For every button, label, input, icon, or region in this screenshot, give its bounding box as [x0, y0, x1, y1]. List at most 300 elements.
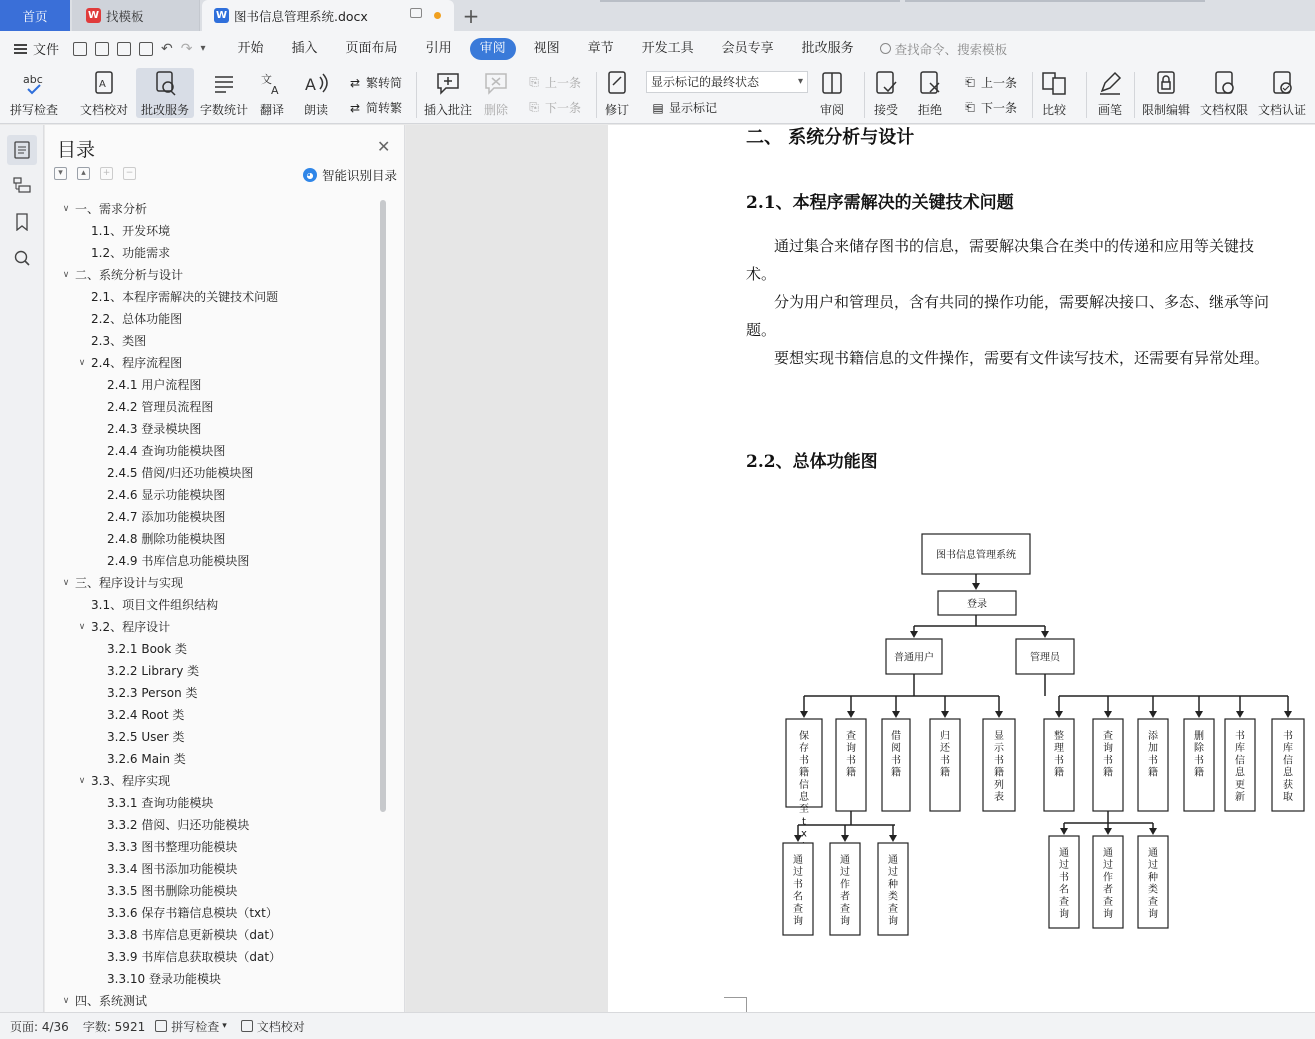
spellcheck-status[interactable]	[155, 1018, 227, 1035]
toc-item-label: 2.4.7 添加功能模块图	[107, 510, 226, 524]
toc-item[interactable]	[107, 793, 213, 813]
next-change-button[interactable]	[962, 99, 1017, 116]
status-bar	[0, 1012, 1315, 1039]
toc-item[interactable]	[107, 463, 253, 483]
arrow-head	[941, 711, 949, 718]
toc-item-label: 2.4.3 登录模块图	[107, 422, 202, 436]
diagram-node-label: 通	[1059, 848, 1069, 859]
diagram-node-label: 获	[1283, 779, 1293, 791]
search-icon	[14, 250, 30, 266]
chevron-down-icon[interactable]: ∨	[62, 270, 70, 280]
toc-item[interactable]	[91, 221, 170, 241]
heading-2-2: 2.2、总体功能图	[746, 452, 878, 472]
toc-item[interactable]	[75, 353, 182, 373]
diagram-node-label: 作	[840, 879, 850, 891]
diagram-node-label: 类	[888, 891, 898, 903]
translate-label: 翻译	[259, 103, 284, 117]
pen-icon	[1096, 68, 1124, 98]
collapse-all-icon[interactable]: ▴	[77, 167, 90, 180]
diagram-node-label: 阅	[891, 743, 901, 755]
diagram-node-label: 示	[994, 743, 1004, 755]
toc-item-label: 3.2.2 Library 类	[107, 664, 200, 678]
toc-item-label: 3.3.6 保存书籍信息模块（txt）	[107, 906, 278, 920]
doc-auth-button[interactable]	[1258, 68, 1306, 118]
arrow-head	[1284, 711, 1292, 718]
diagram-node-label: 库	[1235, 743, 1245, 755]
diagram-node-label: 名	[793, 891, 803, 903]
toc-item-label: 3.1、项目文件组织结构	[91, 598, 219, 612]
toc-item[interactable]	[107, 881, 237, 901]
diagram-node-label: 书	[793, 879, 803, 891]
find-button[interactable]	[7, 243, 37, 273]
trad-to-simp-button[interactable]	[347, 74, 402, 91]
diagram-node-label: 询	[1148, 909, 1158, 920]
toc-item[interactable]	[91, 331, 146, 351]
doc-check-button[interactable]	[80, 68, 128, 118]
diagram-node-label: 过	[1148, 860, 1158, 872]
doc-check-label: 文档校对	[80, 103, 129, 117]
arrow-head	[847, 711, 855, 718]
diagram-node-label: 籍	[891, 767, 901, 779]
prev-comment-button[interactable]	[526, 74, 581, 91]
word-count-indicator[interactable]: 字数: 5921	[82, 1019, 146, 1034]
toc-item-label: 2.4.8 删除功能模块图	[107, 532, 226, 546]
toc-item[interactable]	[107, 947, 281, 967]
arrow-head	[892, 711, 900, 718]
read-aloud-label: 朗读	[303, 103, 328, 117]
chevron-down-icon: ▾	[222, 1021, 227, 1031]
doc-permission-icon	[1210, 68, 1238, 98]
read-aloud-icon	[302, 68, 330, 98]
menu-tab[interactable]: 插入	[291, 40, 318, 56]
diagram-node-label: 书	[1103, 755, 1113, 767]
page-corner-mark	[724, 997, 746, 998]
diagram-node-label: 信	[1283, 755, 1293, 767]
menu-tab[interactable]: 会员专享	[721, 40, 774, 56]
next-change-icon: ⎗	[965, 100, 975, 114]
chevron-down-icon[interactable]: ∨	[62, 996, 70, 1006]
diagram-node-label: 普通用户	[894, 652, 934, 664]
toc-item-label: 1.2、功能需求	[91, 246, 171, 260]
arrow-head	[1104, 711, 1112, 718]
diagram-node-label: 新	[1235, 792, 1245, 803]
translate-button[interactable]	[258, 68, 286, 118]
toc-item[interactable]	[75, 771, 170, 791]
toc-item-label: 3.3.10 登录功能模块	[107, 972, 221, 986]
paragraph: 要想实现书籍信息的文件操作，需要有文件读写技术，还需要有异常处理。	[774, 349, 1270, 367]
menu-tab[interactable]: 开发工具	[641, 40, 694, 56]
ribbon-divider	[1134, 72, 1135, 118]
menu-tab[interactable]: 开始	[237, 40, 264, 56]
doc-check-status-icon	[241, 1020, 253, 1032]
toc-item[interactable]	[107, 705, 184, 725]
diagram-node-label: 过	[1103, 860, 1113, 872]
search-icon	[880, 43, 891, 54]
page-corner-mark	[746, 997, 747, 1012]
diagram-node-label: 籍	[940, 767, 950, 779]
redo-icon[interactable]: ↷	[180, 40, 193, 57]
diagram-node-label: 询	[840, 916, 850, 927]
spellcheck-label: 拼写检查	[10, 103, 59, 117]
print-preview-icon[interactable]	[139, 42, 153, 56]
toc-item[interactable]	[107, 969, 221, 989]
accept-label: 接受	[873, 103, 898, 117]
arrow-head	[1104, 828, 1112, 835]
diagram-node-label: 过	[793, 867, 803, 879]
menu-tab[interactable]: 章节	[587, 40, 614, 56]
toc-toolbar	[54, 167, 136, 180]
doc-check-status-label: 文档校对	[256, 1019, 305, 1034]
diagram-node-label: 查	[1103, 731, 1113, 742]
diagram-node-label: 籍	[1054, 767, 1064, 779]
menu-tab[interactable]: 视图	[533, 40, 560, 56]
diagram-node-label: 借	[891, 731, 901, 742]
diagram-node-label: 籍	[1194, 767, 1204, 779]
menu-tab[interactable]: 批改服务	[801, 40, 854, 56]
toc-item-label: 3.3.5 图书删除功能模块	[107, 884, 238, 898]
toc-item[interactable]	[75, 617, 170, 637]
trad-to-simp-icon: ⇄	[349, 75, 361, 90]
toc-item-label: 三、程序设计与实现	[75, 576, 184, 590]
arrow-head	[800, 711, 808, 718]
tab-document-label: 图书信息管理系统.docx	[234, 8, 368, 24]
diagram-node-label: 书	[1235, 731, 1245, 742]
diagram-node-label: 种	[888, 879, 898, 891]
diagram-node-label: 籍	[1148, 767, 1158, 779]
svg-text:A: A	[305, 75, 316, 94]
arrow-head	[1041, 631, 1049, 638]
doc-permission-label: 文档权限	[1200, 103, 1249, 117]
ribbon	[0, 66, 1315, 124]
toc-item-label: 四、系统测试	[75, 994, 148, 1008]
svg-text:A: A	[99, 79, 106, 90]
diagram-node-label: 管理员	[1030, 652, 1060, 664]
review-button[interactable]	[818, 68, 846, 118]
toc-item[interactable]	[91, 243, 170, 263]
doc-check-status[interactable]	[241, 1018, 305, 1035]
toc-item[interactable]	[107, 419, 201, 439]
toc-item[interactable]	[107, 639, 187, 659]
diagram-node-label: 书	[799, 755, 809, 767]
expand-all-icon[interactable]: ▾	[54, 167, 67, 180]
diagram-node-label: 名	[1059, 884, 1069, 896]
toc-item[interactable]	[107, 397, 213, 417]
toc-item-label: 2.3、类图	[91, 334, 147, 348]
prev-change-button[interactable]	[962, 74, 1017, 91]
command-search[interactable]	[880, 40, 1008, 58]
doc-auth-label: 文档认证	[1258, 103, 1307, 117]
diagram-node-label: 询	[846, 743, 856, 755]
comment-plus-icon	[434, 68, 462, 98]
word-doc-icon: W	[215, 10, 228, 21]
toc-item-label: 2.4、程序流程图	[91, 356, 183, 370]
revise-button[interactable]	[603, 68, 631, 118]
diagram-node-label: 表	[994, 792, 1004, 803]
monitor-icon[interactable]	[410, 8, 422, 18]
diagram-node-label: 保	[799, 731, 809, 742]
ribbon-divider	[416, 72, 417, 118]
section-heading: 二、 系统分析与设计	[746, 127, 915, 148]
arrow-head	[889, 835, 897, 842]
word-count-button[interactable]	[200, 68, 248, 118]
toc-item[interactable]	[59, 991, 147, 1009]
accept-button[interactable]	[872, 68, 900, 118]
toc-item[interactable]	[59, 199, 147, 219]
toc-item-label: 3.3.3 图书整理功能模块	[107, 840, 238, 854]
diagram-node-label: 息	[1283, 767, 1293, 779]
diagram-node-label: 理	[1054, 743, 1064, 755]
delete-comment-button[interactable]	[482, 68, 510, 118]
spellcheck-button[interactable]	[10, 68, 58, 118]
paragraph: 通过集合来储存图书的信息，需要解决集合在类中的传递和应用等关键技	[774, 237, 1255, 255]
restrict-edit-label: 限制编辑	[1142, 103, 1191, 117]
checkbox-icon	[155, 1020, 167, 1032]
toc-item-label: 3.2.3 Person 类	[107, 686, 198, 700]
diagram-node-label: 过	[840, 867, 850, 879]
diagram-node-label: 书	[891, 755, 901, 767]
left-nav-strip	[0, 125, 44, 1012]
toc-item-label: 3.3.8 书库信息更新模块（dat）	[107, 928, 282, 942]
show-markup-label: 显示标记	[669, 101, 718, 115]
diagram-node-label: 信	[799, 779, 809, 791]
diagram-node-label: 查	[793, 903, 803, 915]
doc-check-icon	[90, 68, 118, 98]
diagram-node-label: 询	[1059, 909, 1069, 920]
toc-item-label: 3.2、程序设计	[91, 620, 171, 634]
toc-item-label: 3.3.4 图书添加功能模块	[107, 862, 238, 876]
diagram-node-label: 书	[846, 755, 856, 767]
svg-text:文: 文	[261, 73, 272, 86]
review-pane-icon	[818, 68, 846, 98]
toc-item-label: 2.4.6 显示功能模块图	[107, 488, 226, 502]
menu-tab-active[interactable]: 审阅	[470, 38, 516, 60]
toc-item-label: 2.4.1 用户流程图	[107, 378, 202, 392]
export-pdf-icon[interactable]	[95, 42, 109, 56]
svg-text:abc: abc	[23, 73, 43, 86]
toc-item[interactable]	[107, 441, 225, 461]
reject-icon	[916, 68, 944, 98]
toc-item-label: 1.1、开发环境	[91, 224, 171, 238]
diagram-node-label: 书	[1059, 872, 1069, 884]
remove-heading-icon[interactable]: −	[123, 167, 136, 180]
read-aloud-button[interactable]	[302, 68, 330, 118]
tab-document[interactable]	[202, 0, 454, 31]
abc-check-icon	[20, 68, 48, 98]
diagram-node-label: 书	[1148, 755, 1158, 767]
toc-item-label: 3.2.1 Book 类	[107, 642, 188, 656]
toc-item[interactable]	[59, 265, 183, 285]
toc-item-label: 二、系统分析与设计	[75, 268, 184, 282]
toc-item[interactable]	[107, 661, 199, 681]
compare-button[interactable]	[1040, 68, 1068, 118]
toc-scrollbar[interactable]	[380, 200, 386, 812]
diagram-node-label: 加	[1148, 743, 1158, 755]
chapter-nav-button[interactable]	[7, 170, 37, 200]
diagram-node-label: 书	[1054, 755, 1064, 767]
word-count-label: 字数统计	[200, 103, 249, 117]
toc-panel-button[interactable]	[7, 135, 37, 165]
insert-comment-button[interactable]	[424, 68, 472, 118]
toc-item[interactable]	[107, 903, 278, 923]
toc-item[interactable]	[107, 859, 237, 879]
next-comment-icon: ⎘	[529, 100, 539, 114]
toc-item[interactable]	[107, 375, 201, 395]
page-indicator[interactable]: 页面: 4/36	[10, 1019, 69, 1034]
revise-icon	[603, 68, 631, 98]
toc-item[interactable]	[107, 815, 249, 835]
diagram-node-label: 查	[1103, 896, 1113, 908]
toc-list	[45, 199, 375, 1009]
menu-tab[interactable]: 页面布局	[345, 40, 398, 56]
hamburger-icon	[14, 44, 27, 54]
toc-item-label: 3.3.1 查询功能模块	[107, 796, 214, 810]
arrow-head	[841, 835, 849, 842]
diagram-node-label: 取	[1283, 792, 1293, 803]
review-label: 审阅	[819, 103, 844, 117]
ribbon-divider	[596, 72, 597, 118]
prev-comment-icon: ⎘	[529, 75, 539, 89]
toc-item-label: 2.1、本程序需解决的关键技术问题	[91, 290, 279, 304]
diagram-node-label: 书	[1194, 755, 1204, 767]
bookmark-button[interactable]	[7, 207, 37, 237]
translate-icon	[258, 68, 286, 98]
reject-label: 拒绝	[917, 103, 942, 117]
chapter-icon	[13, 177, 31, 193]
markup-state-select[interactable]: 显示标记的最终状态 ▾	[646, 71, 808, 93]
file-menu-button[interactable]	[14, 39, 59, 58]
diagram-node-label: 查	[840, 903, 850, 915]
diagram-node-label: 询	[888, 916, 898, 927]
toc-icon	[14, 141, 30, 159]
add-heading-icon[interactable]: +	[100, 167, 113, 180]
toc-item[interactable]	[91, 595, 218, 615]
diagram-node-label: 查	[1059, 896, 1069, 908]
toc-item[interactable]	[107, 727, 185, 747]
smart-toc-button[interactable]	[303, 166, 397, 184]
comment-delete-icon	[482, 68, 510, 98]
diagram-node-label: 至	[799, 804, 809, 816]
doc-permission-button[interactable]	[1200, 68, 1248, 118]
diagram-node-label: 添	[1148, 731, 1158, 742]
toc-item[interactable]	[107, 529, 225, 549]
chevron-down-icon[interactable]: ∨	[62, 578, 70, 588]
diagram-node-label: 通	[1148, 848, 1158, 859]
unsaved-dot-icon	[434, 12, 441, 19]
close-icon[interactable]: ✕	[377, 137, 391, 156]
reject-button[interactable]	[916, 68, 944, 118]
diagram-node-label: x	[801, 828, 807, 840]
tab-ghost	[600, 0, 900, 2]
simp-to-trad-label: 简转繁	[366, 101, 403, 115]
toc-item[interactable]	[107, 551, 249, 571]
diagram-node-label: 者	[1103, 884, 1113, 896]
arrow-head	[1060, 828, 1068, 835]
diagram-node-label: 通	[793, 855, 803, 866]
document-page[interactable]	[608, 125, 1315, 1012]
show-markup-button[interactable]	[650, 99, 717, 116]
diagram-node-label: 显	[994, 731, 1004, 742]
menu-tab[interactable]: 引用	[425, 40, 452, 56]
simp-to-trad-button[interactable]	[347, 99, 402, 116]
diagram-node-label: 书	[994, 755, 1004, 767]
new-tab-button[interactable]: +	[462, 3, 480, 28]
bookmark-icon	[15, 213, 29, 231]
show-markup-icon: ▤	[652, 100, 664, 115]
smart-toc-icon: ◕	[303, 168, 317, 182]
paragraph: 分为用户和管理员，含有共同的操作功能，需要解决接口、多态、继承等问	[774, 293, 1270, 311]
spellcheck-status-label: 拼写检查	[171, 1019, 220, 1034]
diagram-node-label: 删	[1194, 731, 1204, 742]
undo-icon[interactable]: ↶	[161, 40, 173, 57]
toc-item-label: 3.2.5 User 类	[107, 730, 185, 744]
toc-item-label: 2.4.5 借阅/归还功能模块图	[107, 466, 254, 480]
prev-change-label: 上一条	[981, 76, 1018, 90]
toc-item-label: 2.4.9 书库信息功能模块图	[107, 554, 250, 568]
chevron-down-icon[interactable]: ∨	[78, 622, 86, 632]
pen-button[interactable]	[1096, 68, 1124, 118]
save-icon[interactable]	[73, 42, 87, 56]
toc-item[interactable]	[107, 683, 198, 703]
paragraph: 术。	[746, 265, 777, 283]
diagram-node-label: 信	[1235, 755, 1245, 767]
prev-change-icon: ⎗	[965, 75, 975, 89]
diagram-node-label: 查	[888, 903, 898, 915]
toc-item[interactable]	[59, 573, 183, 593]
toc-item[interactable]	[91, 309, 182, 329]
diagram-node-label: 息	[1235, 767, 1245, 779]
toc-item[interactable]	[107, 485, 225, 505]
insert-comment-label: 插入批注	[424, 103, 473, 117]
toc-item[interactable]	[107, 749, 186, 769]
diagram-node-label: 存	[799, 743, 809, 755]
chevron-down-icon[interactable]: ∨	[78, 358, 86, 368]
chevron-down-icon[interactable]: ∨	[62, 204, 70, 214]
diagram-node-label: 归	[940, 731, 950, 742]
document-area	[406, 125, 1315, 1012]
diagram-node-label: 籍	[1103, 767, 1113, 779]
diagram-node-label: 者	[840, 891, 850, 903]
template-app-icon: W	[87, 10, 100, 21]
toc-item[interactable]	[107, 507, 225, 527]
toc-item[interactable]	[107, 925, 281, 945]
diagram-node-label: 籍	[799, 767, 809, 779]
ribbon-divider	[864, 72, 865, 118]
chevron-down-icon[interactable]: ▾	[200, 43, 206, 54]
next-comment-button[interactable]	[526, 99, 581, 116]
chevron-down-icon[interactable]: ∨	[78, 776, 86, 786]
tab-find-template[interactable]	[72, 0, 200, 31]
arrow-head	[1236, 711, 1244, 718]
diagram-node-label: 籍	[994, 767, 1004, 779]
trad-to-simp-label: 繁转简	[366, 76, 403, 90]
tab-home[interactable]: 首页	[0, 0, 70, 31]
correction-service-button[interactable]	[136, 68, 194, 118]
diagram-node-label: 库	[1283, 743, 1293, 755]
diagram-node-label: 列	[994, 779, 1004, 791]
compare-label: 比较	[1041, 103, 1066, 117]
file-menu-label: 文件	[33, 43, 60, 58]
toc-item[interactable]	[91, 287, 278, 307]
diagram-node-label: 籍	[846, 767, 856, 779]
heading-2-1: 2.1、本程序需解决的关键技术问题	[746, 193, 1014, 213]
arrow-head	[995, 711, 1003, 718]
correction-service-icon	[151, 68, 179, 98]
lock-doc-icon	[1152, 68, 1180, 98]
compare-icon	[1040, 68, 1068, 98]
print-icon[interactable]	[117, 42, 131, 56]
toc-item[interactable]	[107, 837, 237, 857]
restrict-edit-button[interactable]	[1142, 68, 1190, 118]
